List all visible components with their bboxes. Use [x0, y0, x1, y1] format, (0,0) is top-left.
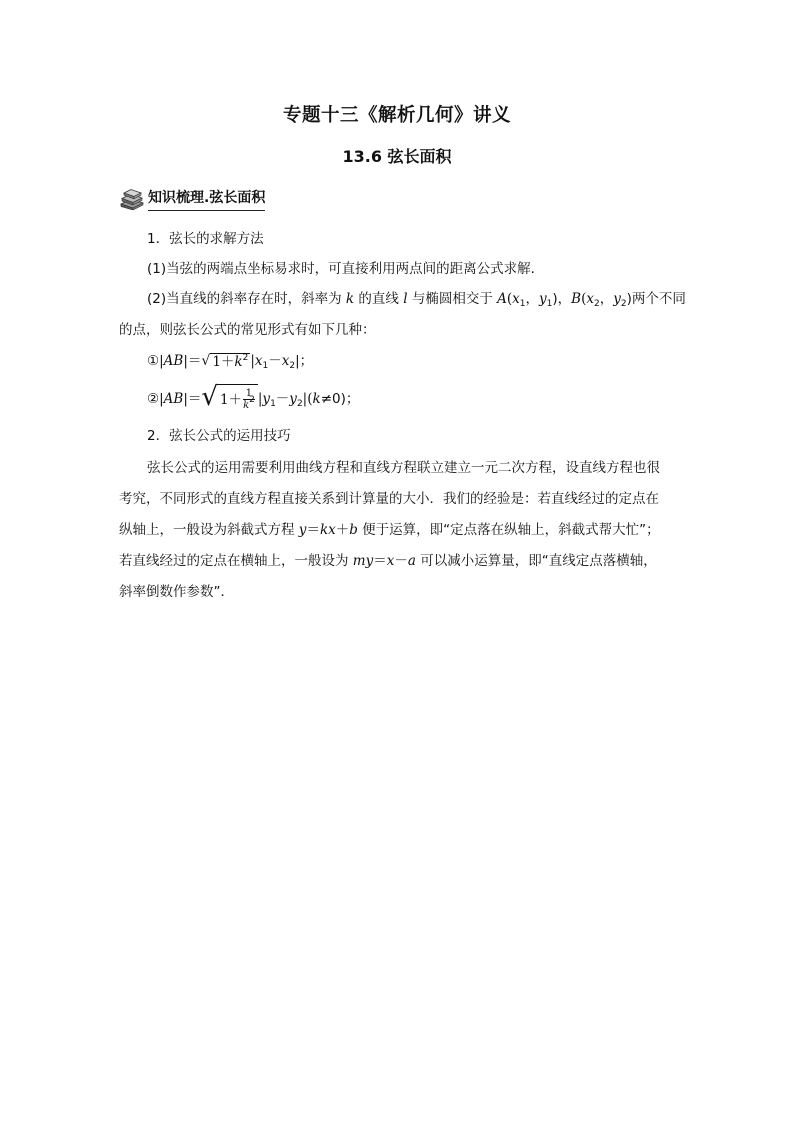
- math-var: y: [298, 522, 307, 538]
- math-var: y: [262, 391, 271, 407]
- math-var: x: [281, 353, 290, 369]
- math-var: x: [254, 353, 263, 369]
- subscript: 1: [546, 299, 553, 309]
- superscript: 2: [249, 395, 255, 405]
- section-label: 知识梳理.弦长面积: [148, 188, 265, 211]
- formula-1: [147, 351, 313, 371]
- text-run: －: [275, 391, 290, 407]
- subscript: 2: [620, 299, 627, 309]
- subscript: 2: [289, 361, 296, 371]
- radical-sign: √: [201, 382, 218, 412]
- section-header: [119, 186, 265, 212]
- text-run: 的直线: [354, 291, 404, 307]
- math-var: kx: [319, 522, 336, 538]
- subscript: 1: [270, 399, 276, 409]
- text-run: ＋: [335, 522, 350, 538]
- document-subtitle: 13.6 弦长面积: [342, 147, 452, 166]
- math-var: l: [403, 291, 408, 307]
- math-var: k: [243, 400, 250, 411]
- math-var: x: [386, 553, 395, 569]
- text-run: |: [257, 391, 263, 407]
- document-title: 专题十三《解析几何》讲义: [282, 105, 511, 126]
- radicand: [218, 384, 258, 414]
- text-run: 纵轴上，一般设为斜截式方程: [119, 522, 299, 538]
- superscript: 2: [242, 352, 249, 363]
- books-icon: [119, 188, 145, 210]
- math-var: y: [539, 291, 547, 307]
- math-var: AB: [163, 353, 184, 369]
- numerator: 1: [243, 388, 255, 400]
- math-var: y: [613, 291, 621, 307]
- math-var: y: [289, 391, 297, 407]
- sqrt-expression: [201, 353, 250, 370]
- text-run: 1＋: [212, 353, 235, 370]
- fraction: [243, 388, 255, 411]
- text-run: ＝: [306, 522, 320, 538]
- formula-2: [147, 384, 359, 414]
- heading-chord-methods: 1．弦长的求解方法: [147, 231, 264, 247]
- text-run: 便于运算，即“定点落在纵轴上，斜截式帮大忙”；: [357, 522, 660, 538]
- paragraph-3-line-2: 考究，不同形式的直线方程直接关系到计算量的大小．我们的经验是：若直线经过的定点在: [119, 491, 659, 507]
- paragraph-1: (1)当弦的两端点坐标易求时，可直接利用两点间的距离公式求解．: [147, 261, 545, 277]
- paragraph-3-line-1: 弦长公式的运用需要利用曲线方程和直线方程联立建立一元二次方程，设直线方程也很: [147, 460, 660, 476]
- math-var: AB: [163, 391, 184, 407]
- text-run: 可以减小运算量，即“直线定点落横轴，: [415, 553, 657, 569]
- text-run: |；: [295, 353, 314, 369]
- math-var: B: [571, 291, 582, 307]
- denominator: [243, 395, 255, 411]
- heading-chord-formula-tips: 2．弦长公式的运用技巧: [147, 428, 291, 444]
- text-run: |＝: [183, 391, 202, 407]
- math-var: my: [352, 553, 374, 569]
- math-var: x: [512, 291, 520, 307]
- text-run: (2)当直线的斜率存在时，斜率为: [147, 291, 346, 307]
- text-run: ②|: [147, 391, 164, 407]
- radical-sign: √: [201, 352, 211, 369]
- text-run: 1＋: [219, 391, 243, 408]
- subscript: 1: [262, 361, 269, 371]
- math-var: k: [345, 291, 355, 307]
- paragraph-3-line-4: [119, 551, 657, 571]
- text-run: ，: [599, 291, 614, 307]
- text-run: －: [394, 553, 408, 569]
- subscript: 2: [594, 299, 600, 309]
- text-run: －: [268, 353, 282, 369]
- text-run: )两个不同: [626, 291, 686, 307]
- text-run: ≠0)；: [320, 391, 360, 407]
- math-var: b: [349, 522, 358, 538]
- text-run: |＝: [183, 353, 202, 369]
- math-var: a: [407, 553, 416, 569]
- math-var: A: [497, 291, 507, 307]
- math-var: x: [586, 291, 594, 307]
- radicand: [210, 353, 250, 370]
- text-run: (: [506, 291, 513, 307]
- text-run: |(: [302, 391, 313, 407]
- sqrt-expression: [201, 384, 257, 414]
- text-run: 与椭圆相交于: [407, 291, 498, 307]
- subscript: 2: [296, 399, 303, 409]
- text-run: ＝: [373, 553, 387, 569]
- text-run: |: [250, 353, 255, 369]
- paragraph-2-line-2: 的点，则弦长公式的常见形式有如下几种：: [119, 322, 376, 338]
- text-run: (: [581, 291, 587, 307]
- math-var: k: [312, 391, 321, 407]
- text-run: 若直线经过的定点在横轴上，一般设为: [119, 553, 353, 569]
- text-run: )，: [552, 291, 572, 307]
- paragraph-3-line-3: [119, 520, 660, 540]
- paragraph-2-line-1: [147, 289, 686, 309]
- text-run: ，: [525, 291, 540, 307]
- math-var: k: [234, 353, 243, 370]
- subscript: 1: [519, 299, 526, 309]
- text-run: ①|: [147, 353, 164, 369]
- paragraph-3-line-5: 斜率倒数作参数”．: [119, 584, 234, 600]
